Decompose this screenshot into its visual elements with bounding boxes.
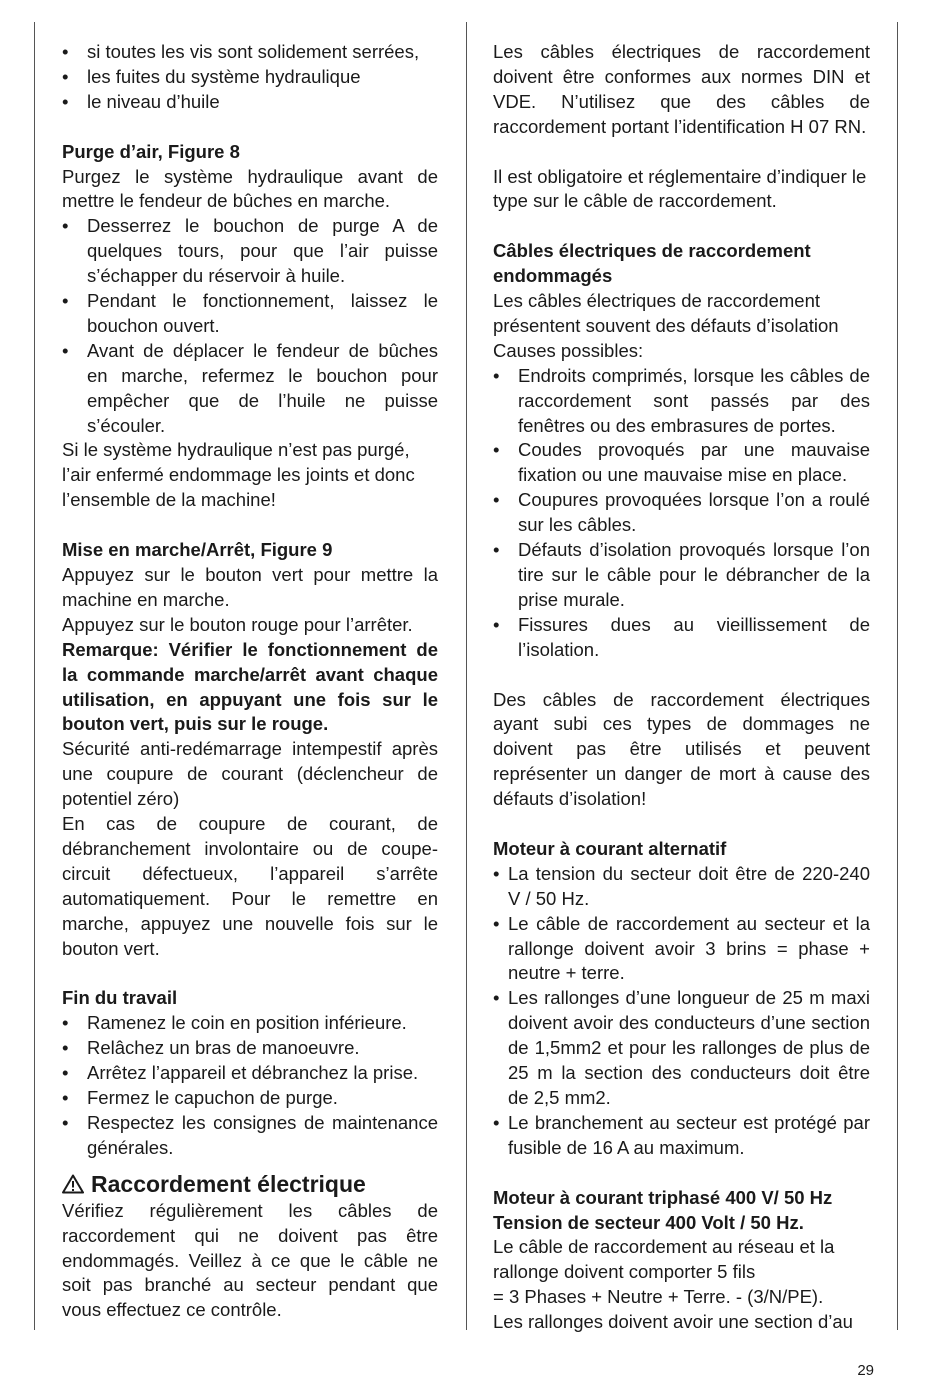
list-item: • Pendant le fonctionnement, laissez le bouchon ouvert. — [62, 289, 438, 339]
onoff-safety: Sécurité anti-redémarrage intempestif après une coupure de courant (déclencheur de potentiel zéro) — [62, 738, 438, 810]
cable-standards-paragraph: Les câbles électriques de raccordement doivent être conformes aux normes DIN et VDE. N’utilisez que des câbles de raccordement portant l’identification H 07 RN. — [493, 41, 870, 137]
right-column — [493, 40, 870, 1335]
list-item: • le niveau d’huile — [62, 90, 438, 115]
electric-body: Vérifiez régulièrement les câbles de raccordement qui ne doivent pas être endommagés. Veillez à ce que le câble ne soit pas branché au secteur pendant que vous effectuez ce contrôle. — [62, 1199, 438, 1321]
onoff-remark: Remarque: Vérifier le fonctionnement de la commande marche/arrêt avant chaque utilisation, en appuyant une fois sur le bouton vert, puis sur le rouge. — [62, 638, 438, 735]
onoff-body: En cas de coupure de courant, de débranchement involontaire ou de coupe-circuit défectueux, l’appareil s’arrête automatiquement. Pour le remettre en marche, appuyez une nouvelle fois sur le bouton vert. — [62, 813, 438, 959]
end-heading: Fin du travail — [62, 987, 178, 1009]
damaged-heading: Câbles électriques de raccordement endommagés — [493, 240, 811, 287]
left-margin-rule — [34, 22, 35, 1330]
cable-type-paragraph: Il est obligatoire et réglementaire d’indiquer le type sur le câble de raccordement. — [493, 165, 867, 212]
ac-list — [493, 862, 870, 1161]
list-item: • La tension du secteur doit être de 220-240 V / 50 Hz. — [493, 862, 870, 912]
onoff-line2: Appuyez sur le bouton rouge pour l’arrêter. — [62, 613, 413, 635]
list-item: • les fuites du système hydraulique — [62, 65, 438, 90]
list-item: • Coupures provoquées lorsque l’on a roulé sur les câbles. — [493, 488, 870, 538]
damaged-outro: Des câbles de raccordement électriques ayant subi ces types de dommages ne doivent pas être utilisés et peuvent représenter un danger de mort à cause des défauts d’isolation! — [493, 688, 870, 810]
three-phase-heading: Moteur à courant triphasé 400 V/ 50 Hz — [493, 1186, 833, 1208]
column-divider-rule — [466, 22, 467, 1330]
ac-heading: Moteur à courant alternatif — [493, 837, 727, 859]
damaged-list — [493, 364, 870, 663]
purge-intro: Purgez le système hydraulique avant de mettre le fendeur de bûches en marche. — [62, 165, 438, 212]
purge-heading: Purge d’air, Figure 8 — [62, 140, 240, 162]
warning-triangle-icon — [62, 1174, 84, 1194]
list-item: • Ramenez le coin en position inférieure. — [62, 1011, 438, 1036]
intro-list — [62, 40, 438, 115]
list-item: • Avant de déplacer le fendeur de bûches en marche, refermez le bouchon pour empêcher que de l’huile ne puisse s’écouler. — [62, 339, 438, 439]
list-item: • si toutes les vis sont solidement serrées, — [62, 40, 438, 65]
list-item: • Fissures dues au vieillissement de l’isolation. — [493, 613, 870, 663]
three-phase-line2: = 3 Phases + Neutre + Terre. - (3/N/PE). — [493, 1286, 824, 1308]
list-item: • Desserrez le bouchon de purge A de quelques tours, pour que l’air puisse s’échapper du réservoir à huile. — [62, 214, 438, 289]
damaged-causes: Causes possibles: — [493, 339, 644, 361]
list-item: • Les rallonges d’une longueur de 25 m maxi doivent avoir des conducteurs d’une section de 1,5mm2 et pour les rallonges de plus de 25 m la section des conducteurs doit être de 2,5 mm2. — [493, 986, 870, 1111]
end-list — [62, 1011, 438, 1160]
list-item: • Le branchement au secteur est protégé par fusible de 16 A au maximum. — [493, 1111, 870, 1161]
list-item: • Respectez les consignes de maintenance générales. — [62, 1111, 438, 1161]
electric-heading-text: Raccordement électrique — [91, 1170, 366, 1197]
left-column — [62, 40, 438, 1323]
list-item: • Fermez le capuchon de purge. — [62, 1086, 438, 1111]
three-phase-line3: Les rallonges doivent avoir une section d’au — [493, 1311, 853, 1333]
list-item: • Arrêtez l’appareil et débranchez la prise. — [62, 1061, 438, 1086]
list-item: • Défauts d’isolation provoqués lorsque l’on tire sur le câble pour le débrancher de la prise murale. — [493, 538, 870, 613]
page-number: 29 — [857, 1362, 874, 1379]
three-phase-line1: Le câble de raccordement au réseau et la rallonge doivent comporter 5 fils — [493, 1236, 835, 1283]
three-phase-subheading: Tension de secteur 400 Volt / 50 Hz. — [493, 1211, 804, 1233]
list-item: • Coudes provoqués par une mauvaise fixation ou une mauvaise mise en place. — [493, 438, 870, 488]
list-item: • Le câble de raccordement au secteur et la rallonge doivent avoir 3 brins = phase + neutre + terre. — [493, 912, 870, 987]
list-item: • Relâchez un bras de manoeuvre. — [62, 1036, 438, 1061]
damaged-intro: Les câbles électriques de raccordement présentent souvent des défauts d’isolation — [493, 290, 839, 336]
purge-outro: Si le système hydraulique n’est pas purgé, l’air enfermé endommage les joints et donc l’ensemble de la machine! — [62, 439, 415, 511]
list-item: • Endroits comprimés, lorsque les câbles de raccordement sont passés par des fenêtres ou des embrasures de portes. — [493, 364, 870, 439]
purge-list — [62, 214, 438, 438]
onoff-heading: Mise en marche/Arrêt, Figure 9 — [62, 539, 333, 561]
onoff-line1: Appuyez sur le bouton vert pour mettre la machine en marche. — [62, 564, 438, 610]
electric-heading — [62, 1169, 438, 1199]
right-margin-rule — [897, 22, 898, 1330]
